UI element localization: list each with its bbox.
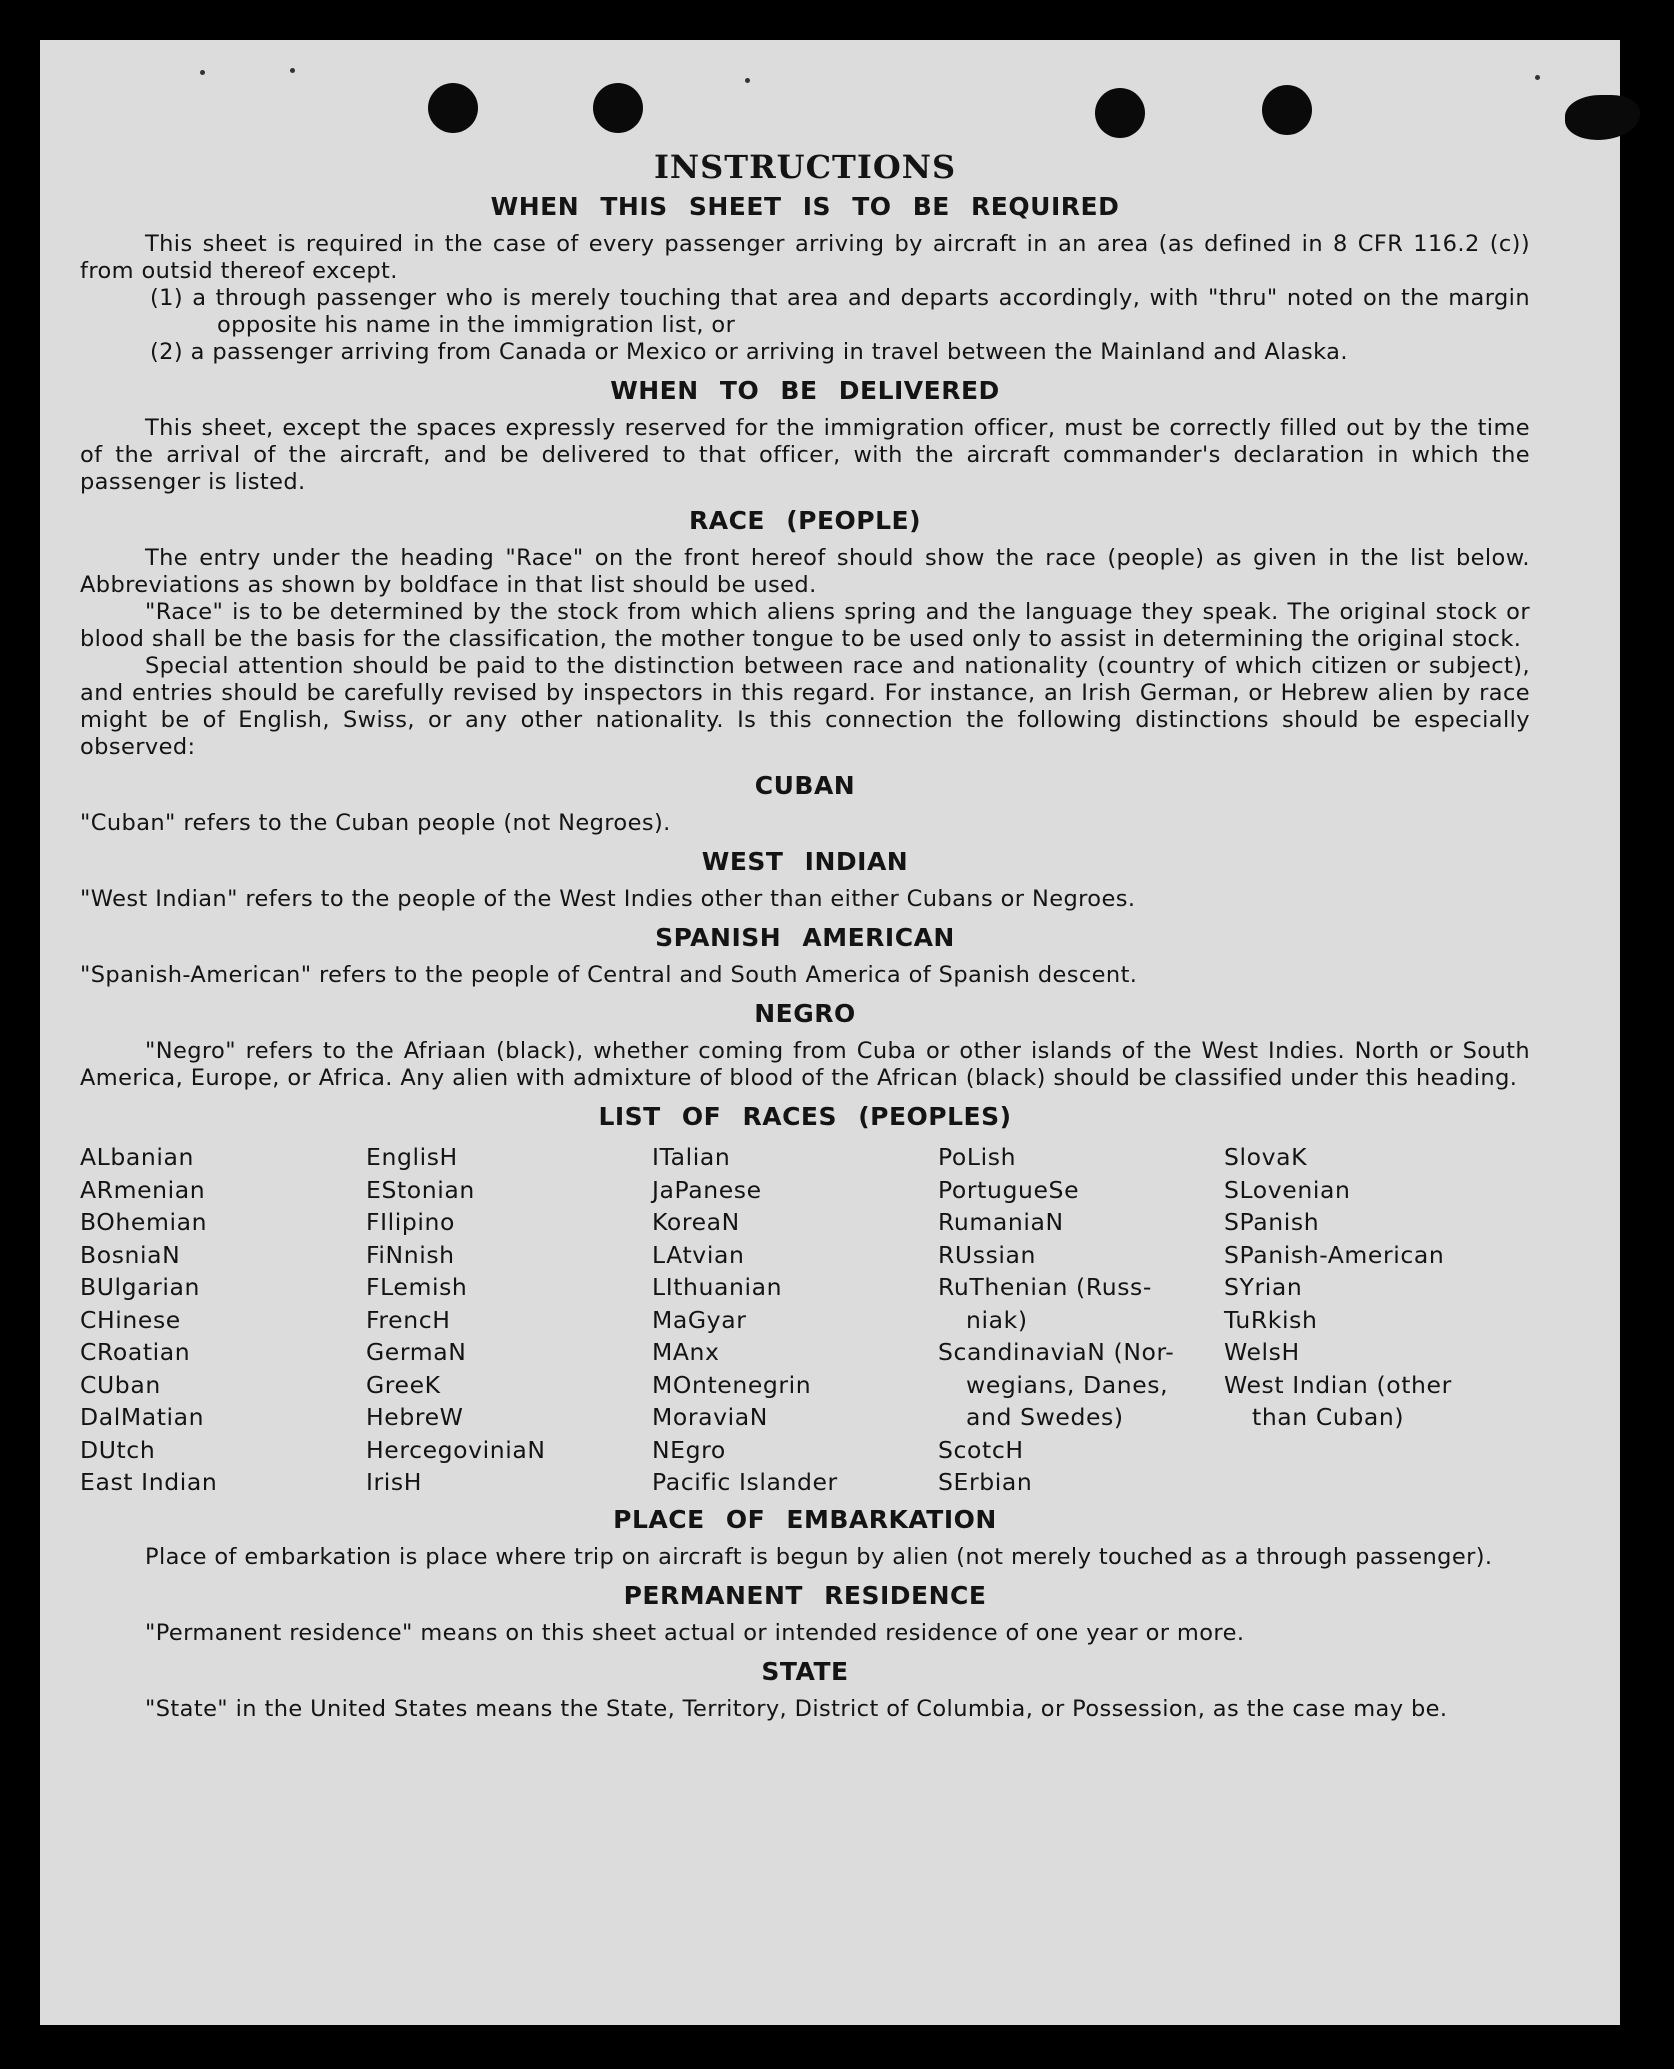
race-item: IrisH — [366, 1468, 423, 1496]
race-item: West Indian (other — [1224, 1370, 1452, 1399]
race-item: ITalian — [652, 1143, 731, 1171]
race-item: RumaniaN — [938, 1208, 1064, 1236]
section-spanish-american — [80, 962, 1530, 989]
heading-when-required: WHEN THIS SHEET IS TO BE REQUIRED — [490, 192, 1120, 221]
race-item: FrencH — [366, 1305, 451, 1334]
speck — [745, 78, 750, 83]
page-title: INSTRUCTIONS — [653, 148, 957, 186]
race-item: wegians, Danes, — [966, 1370, 1169, 1399]
race-item: SPanish-American — [1224, 1240, 1445, 1269]
speck — [1535, 75, 1540, 80]
race-item: RUssian — [938, 1240, 1037, 1269]
race-item: FIlipino — [366, 1208, 456, 1236]
folded-corner — [1637, 1995, 1660, 2025]
race-item: ScandinaviaN (Nor- — [938, 1338, 1175, 1366]
race-item: ALbanian — [80, 1143, 195, 1171]
race-item: GreeK — [366, 1370, 441, 1399]
section-place-of-embarkation — [80, 1544, 1530, 1571]
race-item: NEgro — [652, 1435, 726, 1464]
section-west-indian — [80, 886, 1530, 913]
race-item: SPanish — [1224, 1208, 1320, 1236]
race-item: HercegoviniaN — [366, 1435, 546, 1464]
heading-permanent-residence: PERMANENT RESIDENCE — [623, 1580, 987, 1610]
race-item: LAtvian — [652, 1240, 745, 1269]
paragraph: "State" in the United States means the State, Territory, District of Columbia, or Possession, as the case may be. — [145, 1695, 1448, 1722]
race-item: Pacific Islander — [652, 1468, 838, 1496]
section-permanent-residence — [80, 1620, 1530, 1647]
race-item: FiNnish — [366, 1240, 455, 1269]
race-item: GermaN — [366, 1338, 467, 1366]
heading-cuban: CUBAN — [754, 771, 856, 800]
paragraph: "Spanish-American" refers to the people of Central and South America of Spanish descent. — [80, 962, 1138, 988]
race-item: KoreaN — [652, 1208, 740, 1236]
paragraph: "Cuban" refers to the Cuban people (not Negroes). — [80, 810, 671, 836]
race-item: MOntenegrin — [652, 1370, 812, 1399]
race-item: SErbian — [938, 1468, 1033, 1496]
races-column-1 — [80, 1141, 366, 1499]
heading-west-indian: WEST INDIAN — [701, 847, 909, 876]
section-state — [80, 1696, 1530, 1723]
race-item: BosniaN — [80, 1240, 181, 1269]
heading-when-delivered: WHEN TO BE DELIVERED — [610, 376, 1000, 405]
race-item: East Indian — [80, 1468, 218, 1496]
races-column-4 — [938, 1141, 1224, 1499]
race-item: MoraviaN — [652, 1403, 768, 1431]
section-when-required — [80, 231, 1530, 366]
speck — [200, 70, 205, 75]
race-item: niak) — [966, 1305, 1028, 1334]
race-item: PoLish — [938, 1143, 1017, 1171]
punch-hole — [1262, 85, 1312, 135]
race-item: SlovaK — [1224, 1143, 1308, 1171]
race-item: than Cuban) — [1252, 1403, 1405, 1431]
race-item: PortugueSe — [938, 1175, 1080, 1204]
race-item: RuThenian (Russ- — [938, 1273, 1152, 1301]
race-item: DUtch — [80, 1435, 156, 1464]
paragraph: This sheet, except the spaces expressly reserved for the immigration officer, must be correctly filled out by the time of the arrival of the aircraft, and be delivered to that officer, with the aircraft commander's declaration in which the passenger is listed. — [80, 415, 1530, 495]
race-item: DalMatian — [80, 1403, 205, 1431]
race-item: BOhemian — [80, 1208, 208, 1236]
races-column-2 — [366, 1141, 652, 1499]
race-item: CUban — [80, 1370, 161, 1399]
race-item: BUlgarian — [80, 1273, 201, 1301]
paragraph: Place of embarkation is place where trip on aircraft is begun by alien (not merely touched as a through passenger). — [145, 1543, 1493, 1570]
list-item: (1) a through passenger who is merely touching that area and departs accordingly, with "thru" noted on the margin opposite his name in the immigration list, or — [150, 285, 1530, 338]
paragraph: Special attention should be paid to the distinction between race and nationality (country of which citizen or subject), and entries should be carefully revised by inspectors in this regard. For instance, an Irish German, or Hebrew alien by race might be of English, Swiss, or any other nationality. Is this connection the following distinctions should be especially observed: — [80, 653, 1530, 760]
paragraph: "Race" is to be determined by the stock from which aliens spring and the language they speak. The original stock or blood shall be the basis for the classification, the mother tongue to be used only to assist in determining the original stock. — [80, 599, 1530, 652]
heading-negro: NEGRO — [754, 999, 856, 1028]
paragraph: "West Indian" refers to the people of the West Indies other than either Cubans or Negroes. — [80, 886, 1136, 912]
race-item: ARmenian — [80, 1175, 206, 1204]
punch-hole — [428, 83, 478, 133]
race-item: SYrian — [1224, 1273, 1303, 1301]
heading-spanish-american: SPANISH AMERICAN — [655, 923, 955, 952]
paragraph: The entry under the heading "Race" on the front hereof should show the race (people) as given in the list below. Abbreviations as shown by boldface in that list should be used. — [80, 545, 1530, 598]
instructions-content — [80, 140, 1530, 1733]
race-item: CRoatian — [80, 1338, 191, 1366]
race-item: MAnx — [652, 1338, 720, 1366]
paragraph: This sheet is required in the case of every passenger arriving by aircraft in an area (as defined in 8 CFR 116.2 (c)) from outsid thereof except. — [80, 231, 1530, 284]
section-when-delivered — [80, 415, 1530, 496]
speck — [290, 68, 295, 73]
paper-tear — [1565, 95, 1640, 140]
heading-list-of-races: LIST OF RACES (PEOPLES) — [598, 1102, 1012, 1131]
races-list — [80, 1141, 1530, 1499]
paragraph: "Negro" refers to the Afriaan (black), whether coming from Cuba or other islands of the West Indies. North or South America, Europe, or Africa. Any alien with admixture of blood of the African (black) should be classified under this heading. — [80, 1038, 1530, 1091]
punch-hole — [1095, 88, 1145, 138]
races-column-3 — [652, 1141, 938, 1499]
list-item: (2) a passenger arriving from Canada or Mexico or arriving in travel between the Mainland and Alaska. — [150, 339, 1348, 365]
heading-place-of-embarkation: PLACE OF EMBARKATION — [613, 1504, 997, 1534]
punch-hole — [593, 83, 643, 133]
paragraph: "Permanent residence" means on this sheet actual or intended residence of one year or more. — [145, 1619, 1245, 1646]
heading-race: RACE (PEOPLE) — [688, 506, 922, 535]
race-item: JaPanese — [652, 1175, 762, 1204]
race-item: LIthuanian — [652, 1273, 783, 1301]
race-item: MaGyar — [652, 1305, 747, 1334]
race-item: EStonian — [366, 1175, 475, 1204]
heading-state: STATE — [761, 1656, 849, 1686]
race-item: EnglisH — [366, 1143, 458, 1171]
section-cuban — [80, 810, 1530, 837]
race-item: HebreW — [366, 1403, 464, 1431]
race-item: ScotcH — [938, 1435, 1024, 1464]
race-item: CHinese — [80, 1305, 181, 1334]
races-column-5 — [1224, 1141, 1510, 1499]
race-item: FLemish — [366, 1273, 468, 1301]
race-item: TuRkish — [1224, 1305, 1318, 1334]
race-item: SLovenian — [1224, 1175, 1351, 1204]
section-race — [80, 545, 1530, 761]
race-item: and Swedes) — [966, 1403, 1124, 1431]
section-negro — [80, 1038, 1530, 1092]
race-item: WelsH — [1224, 1338, 1300, 1366]
